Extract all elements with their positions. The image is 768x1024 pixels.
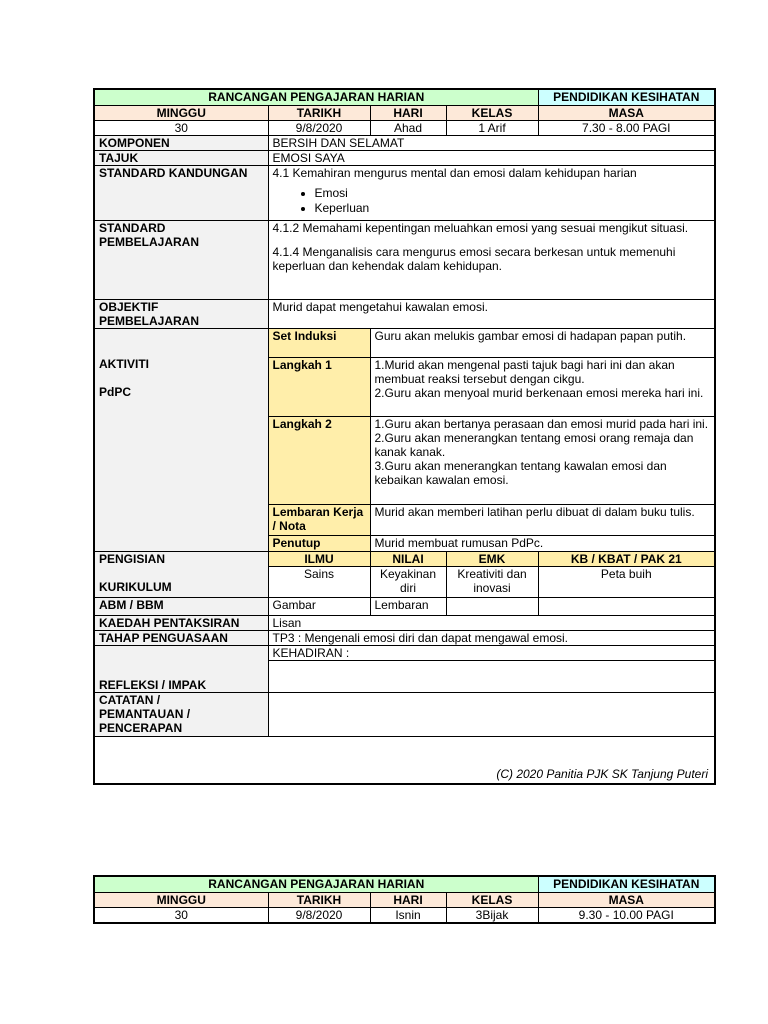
step-line: 1.Murid akan mengenal pasti tajuk bagi hari ini dan akan membuat reaksi tersebut dengan cikgu. [374,357,675,386]
step-label: Penutup [268,535,370,551]
refleksi-label: REFLEKSI / IMPAK [94,645,268,692]
step-content [370,357,715,416]
catatan-label [94,692,268,736]
abm-value: Gambar [268,597,370,615]
step-line: Murid akan memberi latihan perlu dibuat di dalam buku tulis. [374,504,695,519]
pengisian-label [94,551,268,597]
komponen-label: KOMPONEN [94,135,268,150]
tahap-value: TP3 : Mengenali emosi diri dan dapat mengawal emosi. [268,630,715,645]
label-line: STANDARD [99,220,166,235]
pengisian-header: EMK [446,551,538,566]
refleksi-value [268,660,715,692]
step-line: 2.Guru akan menerangkan tentang emosi orang remaja dan kanak kanak. [374,430,694,459]
label-line: AKTIVITI [99,356,149,371]
catatan-value [268,692,715,736]
col-masa: MASA [538,892,715,907]
objektif-label [94,299,268,328]
kelas-value: 3Bijak [446,907,538,923]
pengisian-value: Kreativiti dan inovasi [446,566,538,597]
col-kelas: KELAS [446,892,538,907]
subject-title: PENDIDIKAN KESIHATAN [538,876,715,892]
abm-value: Lembaran [370,597,446,615]
label-line: KURIKULUM [99,579,172,594]
tajuk-label: TAJUK [94,150,268,165]
col-minggu: MINGGU [94,892,268,907]
col-masa: MASA [538,105,715,120]
step-line: Murid membuat rumusan PdPc. [374,535,544,550]
step-content [370,416,715,504]
label-line: CATATAN / [99,692,161,707]
pengisian-header: KB / KBAT / PAK 21 [538,551,715,566]
lesson-plan-table-2 [93,875,716,924]
plan-title: RANCANGAN PENGAJARAN HARIAN [94,89,538,105]
step-line: 2.Guru akan menyoal murid berkenaan emosi mereka hari ini. [374,385,704,400]
sp-item-2: 4.1.4 Menganalisis cara mengurus emosi secara berkesan untuk memenuhi keperluan dan kehendak dalam kehidupan. [272,244,676,273]
label-line: PENCERAPAN [99,720,183,735]
pengisian-value: Sains [268,566,370,597]
minggu-value: 30 [94,120,268,135]
tarikh-value: 9/8/2020 [268,907,370,923]
kaedah-label: KAEDAH PENTAKSIRAN [94,615,268,630]
label-line: PEMANTAUAN / [99,706,191,721]
col-hari: HARI [370,105,446,120]
abm-empty [538,597,715,615]
list-item: • Emosi [315,186,711,201]
komponen-value: BERSIH DAN SELAMAT [268,135,715,150]
col-tarikh: TARIKH [268,892,370,907]
subject-title: PENDIDIKAN KESIHATAN [538,89,715,105]
col-minggu: MINGGU [94,105,268,120]
standard-kandungan-label: STANDARD KANDUNGAN [94,165,268,220]
col-hari: HARI [370,892,446,907]
kelas-value: 1 Arif [446,120,538,135]
label-line: OBJEKTIF [99,299,159,314]
step-line: Guru akan melukis gambar emosi di hadapan papan putih. [374,328,687,343]
sp-item-1: 4.1.2 Memahami kepentingan meluahkan emosi yang sesuai mengikut situasi. [272,220,689,235]
pengisian-value: Peta buih [538,566,715,597]
step-label: Langkah 2 [268,416,370,504]
label-line: PENGISIAN [99,551,166,566]
aktiviti-label [94,328,268,551]
pengisian-header: NILAI [370,551,446,566]
col-kelas: KELAS [446,105,538,120]
step-line: 1.Guru akan bertanya perasaan dan emosi murid pada hari ini. [374,416,709,431]
tahap-label: TAHAP PENGUASAAN [94,630,268,645]
step-label: Set Induksi [268,328,370,357]
step-content [370,535,715,551]
abm-label: ABM / BBM [94,597,268,615]
label-line: PEMBELAJARAN [99,234,200,249]
pengisian-value: Keyakinan diri [370,566,446,597]
step-content [370,328,715,357]
label-line: PEMBELAJARAN [99,313,200,328]
standard-kandungan-text: 4.1 Kemahiran mengurus mental dan emosi dalam kehidupan harian [272,165,637,180]
copyright-note: (C) 2020 Panitia PJK SK Tanjung Puteri [94,736,715,784]
step-line: 3.Guru akan menerangkan tentang kawalan emosi dan kebaikan kawalan emosi. [374,458,667,487]
minggu-value: 30 [94,907,268,923]
pengisian-header: ILMU [268,551,370,566]
masa-value: 7.30 - 8.00 PAGI [538,120,715,135]
list-item: • Keperluan [315,201,711,216]
tajuk-value: EMOSI SAYA [268,150,715,165]
standard-kandungan-list [273,186,711,216]
tarikh-value: 9/8/2020 [268,120,370,135]
standard-kandungan-value [268,165,715,220]
plan-title: RANCANGAN PENGAJARAN HARIAN [94,876,538,892]
lesson-plan-table-1 [93,88,716,785]
label-line: PdPC [99,384,132,399]
abm-empty [446,597,538,615]
hari-value: Ahad [370,120,446,135]
step-label: Lembaran Kerja / Nota [268,504,370,535]
standard-pembelajaran-value [268,220,715,299]
step-label: Langkah 1 [268,357,370,416]
standard-pembelajaran-label [94,220,268,299]
objektif-value: Murid dapat mengetahui kawalan emosi. [268,299,715,328]
col-tarikh: TARIKH [268,105,370,120]
hari-value: Isnin [370,907,446,923]
step-content [370,504,715,535]
kaedah-value: Lisan [268,615,715,630]
masa-value: 9.30 - 10.00 PAGI [538,907,715,923]
kehadiran-label: KEHADIRAN : [268,645,715,660]
